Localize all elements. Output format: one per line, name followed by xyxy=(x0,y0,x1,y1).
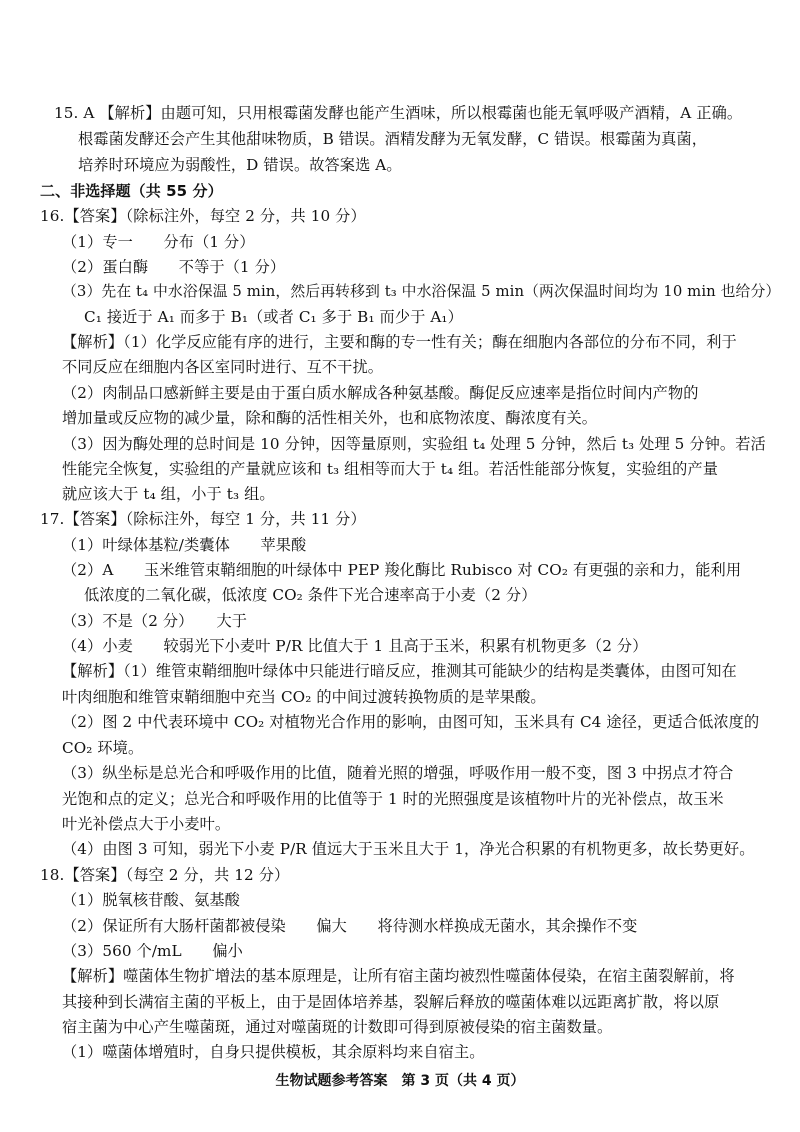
q15-line-3: 培养时环境应为弱酸性，D 错误。故答案选 A。 xyxy=(78,156,402,174)
q18-answer-header: 18.【答案】（每空 2 分，共 12 分） xyxy=(40,866,290,884)
q16-analysis-3-cont: 性能完全恢复，实验组的产量就应该和 t₃ 组相等而大于 t₄ 组。若活性能部分恢复，实验组的产量 xyxy=(62,460,718,478)
q16-analysis-3: （3）因为酶处理的总时间是 10 分钟，因等量原则，实验组 t₄ 处理 5 分钟，然后 t₃ 处理 5 分钟。若活 xyxy=(62,435,766,453)
page-footer: 生物试题参考答案 第 3 页（共 4 页） xyxy=(275,1073,525,1089)
q16-analysis-2-cont: 增加量或反应物的减少量，除和酶的活性相关外，也和底物浓度、酶浓度有关。 xyxy=(62,409,598,427)
q17-answer-1: （1）叶绿体基粒/类囊体 苹果酸 xyxy=(62,536,307,554)
q17-answer-4: （4）小麦 较弱光下小麦叶 P/R 比值大于 1 且高于玉米，积累有机物更多（2 分） xyxy=(62,637,648,655)
q17-analysis-1-cont: 叶肉细胞和维管束鞘细胞中充当 CO₂ 的中间过渡转换物质的是苹果酸。 xyxy=(62,688,546,706)
q16-analysis-1-cont: 不同反应在细胞内各区室同时进行、互不干扰。 xyxy=(62,358,384,376)
q18-answer-3: （3）560 个/mL 偏小 xyxy=(62,942,243,960)
q17-answer-header: 17.【答案】（除标注外，每空 1 分，共 11 分） xyxy=(40,510,366,528)
q16-analysis-2: （2）肉制品口感新鲜主要是由于蛋白质水解成各种氨基酸。酶促反应速率是指位时间内产物的 xyxy=(62,384,699,402)
q16-answer-header: 16.【答案】（除标注外，每空 2 分，共 10 分） xyxy=(40,207,366,225)
q17-analysis-3: （3）纵坐标是总光合和呼吸作用的比值，随着光照的增强，呼吸作用一般不变，图 3 中拐点才符合 xyxy=(62,764,734,782)
q17-analysis-3-end: 叶光补偿点大于小麦叶。 xyxy=(62,815,231,833)
q17-analysis-2: （2）图 2 中代表环境中 CO₂ 对植物光合作用的影响，由图可知，玉米具有 C4 途径，更适合低浓度的 xyxy=(62,713,760,731)
q17-analysis-1: 【解析】（1）维管束鞘细胞叶绿体中只能进行暗反应，推测其可能缺少的结构是类囊体，由图可知在 xyxy=(62,662,737,680)
q15-line-1: 15. A 【解析】由题可知，只用根霉菌发酵也能产生酒味，所以根霉菌也能无氧呼吸产酒精，A 正确。 xyxy=(54,104,743,122)
q17-analysis-3-cont: 光饱和点的定义；总光合和呼吸作用的比值等于 1 时的光照强度是该植物叶片的光补偿点，故玉米 xyxy=(62,790,724,808)
q18-analysis-1: （1）噬菌体增殖时，自身只提供模板，其余原料均来自宿主。 xyxy=(62,1043,485,1061)
q16-answer-1: （1）专一 分布（1 分） xyxy=(62,233,255,251)
q17-answer-3: （3）不是（2 分） 大于 xyxy=(62,612,248,630)
q15-line-2: 根霉菌发酵还会产生其他甜味物质，B 错误。酒精发酵为无氧发酵，C 错误。根霉菌为真菌， xyxy=(78,130,708,148)
q18-analysis-end: 宿主菌为中心产生噬菌斑，通过对噬菌斑的计数即可得到原被侵染的宿主菌数量。 xyxy=(62,1018,613,1036)
q16-answer-3-cont: C₁ 接近于 A₁ 而多于 B₁（或者 C₁ 多于 B₁ 而少于 A₁） xyxy=(84,308,463,326)
q16-answer-3: （3）先在 t₄ 中水浴保温 5 min，然后再转移到 t₃ 中水浴保温 5 min（两次保温时间均为 10 min 也给分） xyxy=(62,283,781,300)
q17-analysis-4: （4）由图 3 可知，弱光下小麦 P/R 值远大于玉米且大于 1，净光合积累的有机物更多，故长势更好。 xyxy=(62,840,755,858)
q17-analysis-2-cont: CO₂ 环境。 xyxy=(62,739,144,757)
q16-analysis-3-end: 就应该大于 t₄ 组，小于 t₃ 组。 xyxy=(62,485,275,503)
q18-analysis-cont: 其接种到长满宿主菌的平板上，由于是固体培养基，裂解后释放的噬菌体难以远距离扩散，将以原 xyxy=(62,993,720,1011)
section-heading: 二、非选择题（共 55 分） xyxy=(40,182,223,200)
q17-answer-2: （2）A 玉米维管束鞘细胞的叶绿体中 PEP 羧化酶比 Rubisco 对 CO₂ 有更强的亲和力，能利用 xyxy=(62,561,742,579)
q16-analysis-1: 【解析】（1）化学反应能有序的进行，主要和酶的专一性有关；酶在细胞内各部位的分布不同，利于 xyxy=(62,333,737,351)
q18-answer-1: （1）脱氧核苷酸、氨基酸 xyxy=(62,891,240,909)
q17-answer-2-cont: 低浓度的二氧化碳，低浓度 CO₂ 条件下光合速率高于小麦（2 分） xyxy=(84,586,537,604)
q16-answer-2: （2）蛋白酶 不等于（1 分） xyxy=(62,258,286,276)
q18-analysis: 【解析】噬菌体生物扩增法的基本原理是，让所有宿主菌均被烈性噬菌体侵染，在宿主菌裂解前，将 xyxy=(62,967,735,985)
q18-answer-2: （2）保证所有大肠杆菌都被侵染 偏大 将待测水样换成无菌水，其余操作不变 xyxy=(62,917,638,935)
